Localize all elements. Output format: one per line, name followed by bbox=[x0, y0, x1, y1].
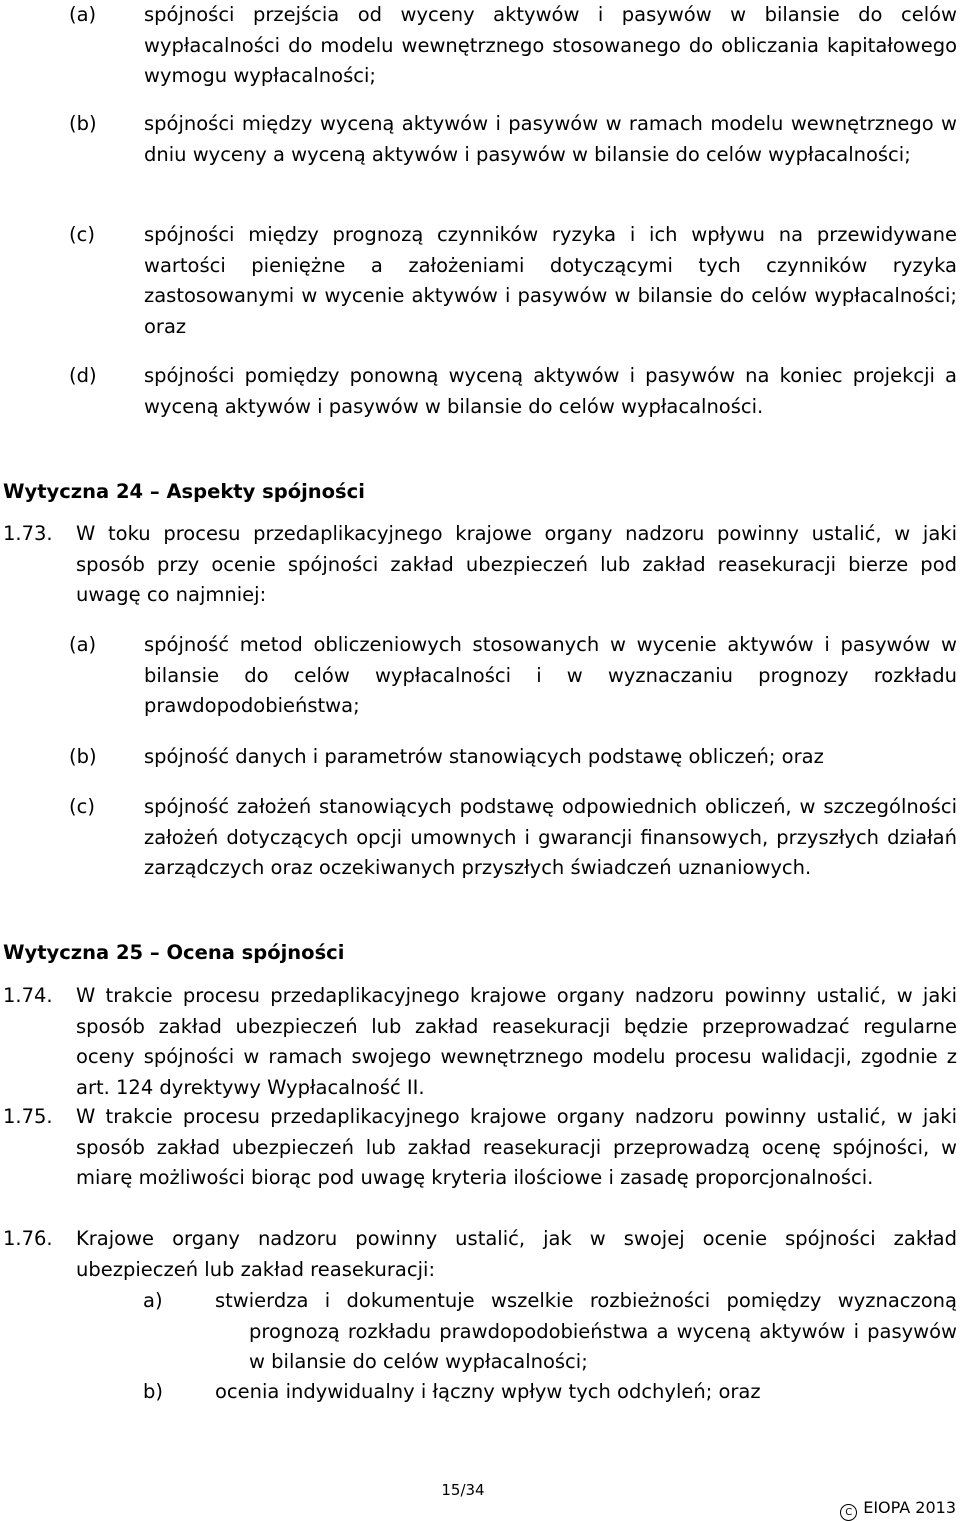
list-item-label: (b) bbox=[69, 112, 97, 135]
list-item-label: (d) bbox=[69, 364, 97, 387]
paragraph-text: W toku procesu przedaplikacyjnego krajowe organy nadzoru powinny ustalić, w jaki sposób przy ocenie spójności zakład ubezpieczeń lub zakład reasekuracji bierze pod uwagę co najmniej: bbox=[76, 522, 957, 606]
list-item-text: spójności pomiędzy ponowną wyceną aktywów i pasywów na koniec projekcji a wyceną aktywów i pasywów w bilansie do celów wypłacalności. bbox=[144, 364, 957, 418]
list-item-label: (c) bbox=[69, 223, 95, 246]
list-item-label: (a) bbox=[69, 633, 97, 656]
paragraph-text: Krajowe organy nadzoru powinny ustalić, jak w swojej ocenie spójności zakład ubezpieczeń lub zakład reasekuracji: bbox=[76, 1227, 957, 1281]
list-item-label: (b) bbox=[69, 745, 97, 768]
list-item-text: spójności przejścia od wyceny aktywów i pasywów w bilansie do celów wypłacalności do modelu wewnętrznego stosowanego do obliczania kapitałowego wymogu wypłacalności; bbox=[144, 3, 957, 87]
paragraph-number: 1.73. bbox=[3, 522, 53, 545]
paragraph-text: W trakcie procesu przedaplikacyjnego krajowe organy nadzoru powinny ustalić, w jaki sposób zakład ubezpieczeń lub zakład reasekuracji będzie przeprowadzać regularne oceny spójności w ramach swojego wewnętrznego modelu procesu walidacji, zgodnie z art. 124 dyrektywy Wypłacalność II. bbox=[76, 984, 957, 1099]
list-item-text: spójność założeń stanowiących podstawę odpowiednich obliczeń, w szczególności założeń dotyczących opcji umownych i gwarancji finansowych, przyszłych działań zarządczych oraz oczekiwanych przyszłych świadczeń uznaniowych. bbox=[144, 795, 957, 879]
copyright-notice bbox=[840, 1498, 956, 1521]
paragraph-text: W trakcie procesu przedaplikacyjnego krajowe organy nadzoru powinny ustalić, w jaki sposób zakład ubezpieczeń lub zakład reasekuracji przeprowadzą ocenę spójności, w miarę możliwości biorąc pod uwagę kryteria ilościowe i zasadę proporcjonalności. bbox=[76, 1105, 957, 1189]
list-item-text: spójności między prognozą czynników ryzyka i ich wpływu na przewidywane wartości pieniężne a założeniami dotyczącymi tych czynników ryzyka zastosowanymi w wycenie aktywów i pasywów w bilansie do celów wypłacalności; oraz bbox=[144, 223, 957, 338]
list-item-text: spójność danych i parametrów stanowiących podstawę obliczeń; oraz bbox=[144, 745, 824, 768]
section-heading: Wytyczna 24 – Aspekty spójności bbox=[3, 480, 365, 503]
paragraph-number: 1.76. bbox=[3, 1227, 53, 1250]
list-item-text: spójności między wyceną aktywów i pasywów w ramach modelu wewnętrznego w dniu wyceny a wyceną aktywów i pasywów w bilansie do celów wypłacalności; bbox=[144, 112, 957, 166]
copyright-text: EIOPA 2013 bbox=[863, 1498, 956, 1517]
page-number: 15/34 bbox=[441, 1481, 485, 1499]
copyright-icon: C bbox=[840, 1504, 857, 1521]
sub-list-item-label: a) bbox=[143, 1289, 163, 1312]
list-item-text: spójność metod obliczeniowych stosowanych w wycenie aktywów i pasywów w bilansie do celów wypłacalności i w wyznaczaniu prognozy rozkładu prawdopodobieństwa; bbox=[144, 633, 957, 717]
sub-list-item-text: stwierdza i dokumentuje wszelkie rozbieżności pomiędzy wyznaczoną prognozą rozkładu prawdopodobieństwa a wyceną aktywów i pasywów w bilansie do celów wypłacalności; bbox=[215, 1289, 957, 1373]
list-item-label: (a) bbox=[69, 3, 97, 26]
sub-list-item-label: b) bbox=[143, 1380, 163, 1403]
sub-list-item-text: ocenia indywidualny i łączny wpływ tych odchyleń; oraz bbox=[215, 1380, 761, 1403]
list-item-label: (c) bbox=[69, 795, 95, 818]
paragraph-number: 1.74. bbox=[3, 984, 53, 1007]
section-heading: Wytyczna 25 – Ocena spójności bbox=[3, 941, 345, 964]
paragraph-number: 1.75. bbox=[3, 1105, 53, 1128]
